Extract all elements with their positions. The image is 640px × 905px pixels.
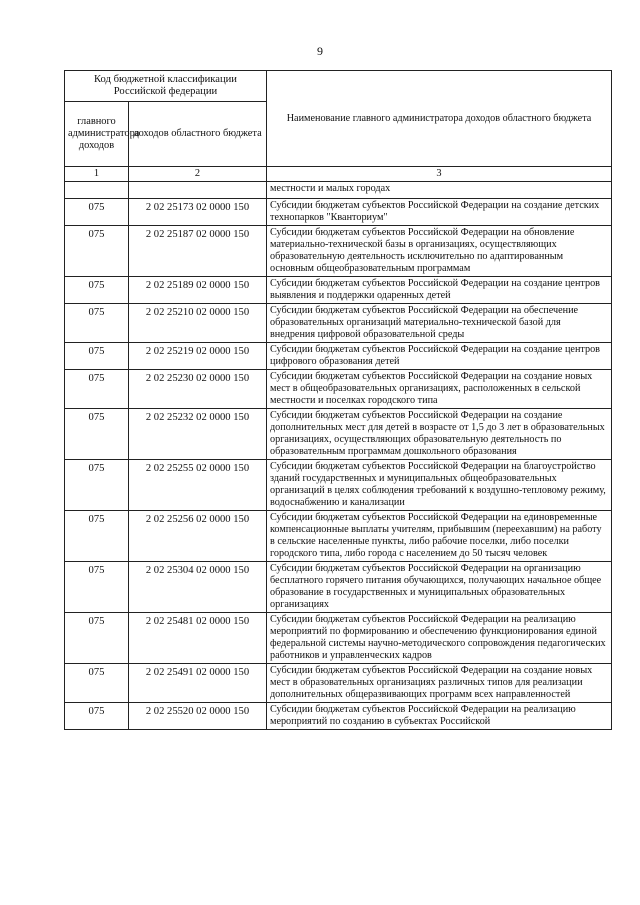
table-body [65,182,612,730]
cell-code: 2 02 25304 02 0000 150 [129,562,267,613]
table-row [65,664,612,703]
cell-admin: 075 [65,304,129,343]
table-row [65,343,612,370]
cell-admin: 075 [65,562,129,613]
cell-name: Субсидии бюджетам субъектов Российской Федерации на создание центров выявления и поддержки одаренных детей [267,277,612,304]
cell-code: 2 02 25491 02 0000 150 [129,664,267,703]
cell-code: 2 02 25230 02 0000 150 [129,370,267,409]
cell-name: Субсидии бюджетам субъектов Российской Федерации на создание дополнительных мест для детей в возрасте от 1,5 до 3 лет в образовательных организациях, осуществляющих образовательную деятельность по образовательным программам дошкольного образования [267,409,612,460]
cell-admin: 075 [65,199,129,226]
cell-name: Субсидии бюджетам субъектов Российской Федерации на организацию бесплатного горячего питания обучающихся, получающих начальное общее образование в государственных и муниципальных образовательных организациях [267,562,612,613]
header-name-column: Наименование главного администратора доходов областного бюджета [267,71,612,167]
table-row [65,703,612,730]
cell-name: местности и малых городах [267,182,612,199]
header-number-1: 1 [65,167,129,182]
cell-code: 2 02 25173 02 0000 150 [129,199,267,226]
table-row [65,511,612,562]
table-row [65,460,612,511]
cell-admin: 075 [65,226,129,277]
table-row [65,199,612,226]
cell-admin: 075 [65,664,129,703]
header-group-title: Код бюджетной классификации Российской федерации [65,71,267,102]
table-row [65,277,612,304]
cell-admin: 075 [65,409,129,460]
cell-code [129,182,267,199]
table-row [65,613,612,664]
cell-code: 2 02 25187 02 0000 150 [129,226,267,277]
header-row-top [65,71,612,102]
cell-admin: 075 [65,370,129,409]
header-number-2: 2 [129,167,267,182]
table-row [65,226,612,277]
cell-admin: 075 [65,460,129,511]
table-row [65,409,612,460]
cell-code: 2 02 25481 02 0000 150 [129,613,267,664]
cell-code: 2 02 25189 02 0000 150 [129,277,267,304]
cell-name: Субсидии бюджетам субъектов Российской Федерации на обеспечение образовательных организаций материально-технической базой для внедрения цифровой образовательной среды [267,304,612,343]
cell-admin: 075 [65,703,129,730]
cell-name: Субсидии бюджетам субъектов Российской Федерации на создание новых мест в общеобразовательных организациях, расположенных в сельской местности и поселках городского типа [267,370,612,409]
cell-code: 2 02 25219 02 0000 150 [129,343,267,370]
continuation-row [65,182,612,199]
cell-name: Субсидии бюджетам субъектов Российской Федерации на создание новых мест в образовательных организациях различных типов для реализации дополнительных общеразвивающих программ всех направленностей [267,664,612,703]
header-number-3: 3 [267,167,612,182]
cell-name: Субсидии бюджетам субъектов Российской Федерации на обновление материально-технической базы в организациях, осуществляющих образовательную деятельность исключительно по адаптированным основным общеобразовательным программам [267,226,612,277]
cell-code: 2 02 25256 02 0000 150 [129,511,267,562]
cell-name: Субсидии бюджетам субъектов Российской Федерации на создание детских технопарков "Кванториум" [267,199,612,226]
cell-code: 2 02 25210 02 0000 150 [129,304,267,343]
cell-name: Субсидии бюджетам субъектов Российской Федерации на реализацию мероприятий по созданию в субъектах Российской [267,703,612,730]
cell-name: Субсидии бюджетам субъектов Российской Федерации на реализацию мероприятий по формированию и обеспечению функционирования единой федеральной системы научно-методического сопровождения педагогических работников и управленческих кадров [267,613,612,664]
cell-code: 2 02 25255 02 0000 150 [129,460,267,511]
cell-admin [65,182,129,199]
table-row [65,370,612,409]
cell-admin: 075 [65,613,129,664]
cell-name: Субсидии бюджетам субъектов Российской Федерации на единовременные компенсационные выплаты учителям, прибывшим (переехавшим) на работу в сельские населенные пункты, либо рабочие поселки, либо поселки городского типа, либо города с населением до 50 тысяч человек [267,511,612,562]
cell-admin: 075 [65,277,129,304]
page-number: 9 [317,44,323,58]
cell-admin: 075 [65,511,129,562]
cell-admin: 075 [65,343,129,370]
cell-code: 2 02 25520 02 0000 150 [129,703,267,730]
budget-classification-table [64,70,612,730]
header-number-row [65,167,612,182]
table-row [65,562,612,613]
table-row [65,304,612,343]
header-income-column: доходов областного бюджета [129,102,267,167]
cell-name: Субсидии бюджетам субъектов Российской Федерации на благоустройство зданий государственных и муниципальных общеобразовательных организаций в целях соблюдения требований к воздушно-тепловому режиму, водоснабжению и канализации [267,460,612,511]
cell-code: 2 02 25232 02 0000 150 [129,409,267,460]
header-admin-column: главного администратора доходов [65,102,129,167]
cell-name: Субсидии бюджетам субъектов Российской Федерации на создание центров цифрового образования детей [267,343,612,370]
